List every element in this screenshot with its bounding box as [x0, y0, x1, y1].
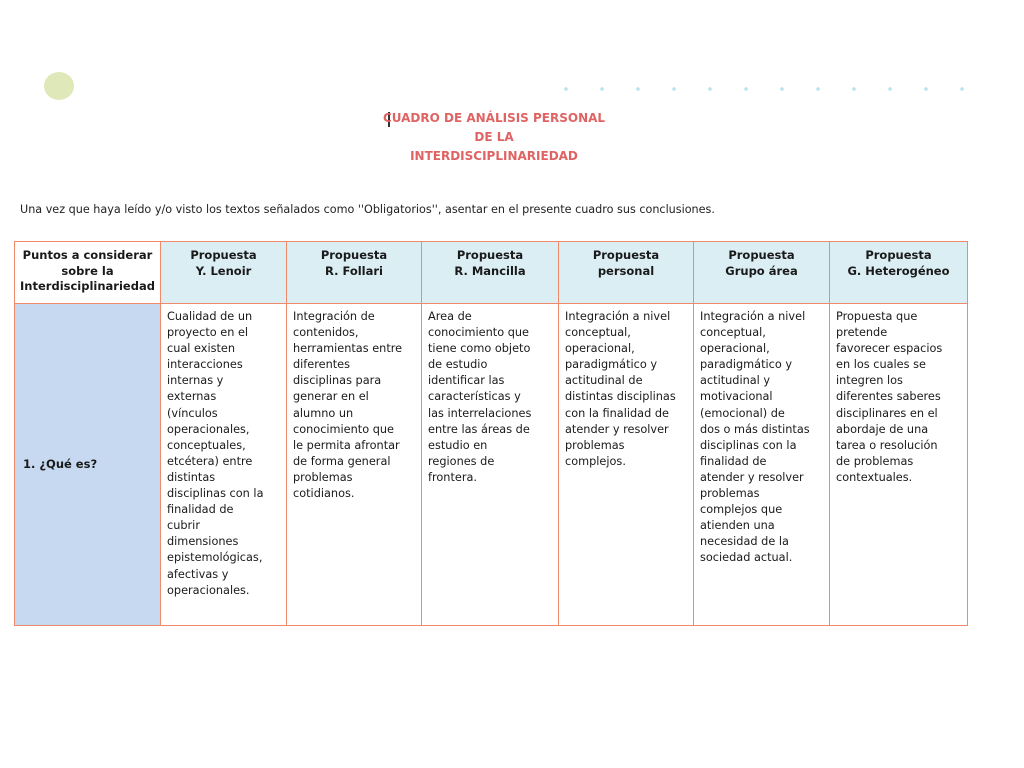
- table-cell[interactable]: Integración de contenidos, herramientas entre diferentes disciplinas para generar en el alumno un conocimiento que le permita afrontar de forma general problemas cotidianos.: [287, 304, 422, 626]
- header-cell-grupo-area: Propuesta Grupo área: [694, 242, 830, 304]
- title-line-2: DE LA: [474, 130, 514, 144]
- decorative-circle: [44, 72, 74, 100]
- analysis-table: [14, 241, 968, 626]
- title-line-1: CUADRO DE ANÁLISIS PERSONAL: [382, 111, 606, 125]
- table-cell[interactable]: Area de conocimiento que tiene como objeto de estudio identificar las características y las interrelaciones entre las áreas de estudio en regiones de frontera.: [422, 304, 559, 626]
- table-cell[interactable]: Cualidad de un proyecto en el cual existen interacciones internas y externas (vínculos operacionales, conceptuales, etcétera) entre distintas disciplinas con la finalidad de cubrir dimensiones epistemológicas, afectivas y operacionales.: [161, 304, 287, 626]
- header-cell-heterogeneo: Propuesta G. Heterogéneo: [830, 242, 968, 304]
- row-label-que-es: 1. ¿Qué es?: [15, 304, 161, 626]
- header-cell-follari: Propuesta R. Follari: [287, 242, 422, 304]
- title-line-3: INTERDISCIPLINARIEDAD: [410, 149, 578, 163]
- document-title: [368, 109, 620, 166]
- header-cell-points: Puntos a considerar sobre la Interdisciplinariedad: [15, 242, 161, 304]
- header-cell-lenoir: Propuesta Y. Lenoir: [161, 242, 287, 304]
- header-cell-personal: Propuesta personal: [559, 242, 694, 304]
- table-cell[interactable]: Propuesta que pretende favorecer espacios en los cuales se integren los diferentes saberes disciplinares en el abordaje de una tarea o resolución de problemas contextuales.: [830, 304, 968, 626]
- header-cell-mancilla: Propuesta R. Mancilla: [422, 242, 559, 304]
- table-cell[interactable]: Integración a nivel conceptual, operacional, paradigmático y actitudinal y motivacional (emocional) de dos o más distintas disciplinas con la finalidad de atender y resolver problemas complejos que atienden una necesidad de la sociedad actual.: [694, 304, 830, 626]
- table-header-row: [15, 242, 968, 304]
- table-row: [15, 304, 968, 626]
- decorative-dotted-line: [548, 86, 978, 92]
- instructions-text: Una vez que haya leído y/o visto los textos señalados como ''Obligatorios'', asentar en el presente cuadro sus conclusiones.: [20, 203, 715, 216]
- table-cell[interactable]: Integración a nivel conceptual, operacional, paradigmático y actitudinal de distintas disciplinas con la finalidad de atender y resolver problemas complejos.: [559, 304, 694, 626]
